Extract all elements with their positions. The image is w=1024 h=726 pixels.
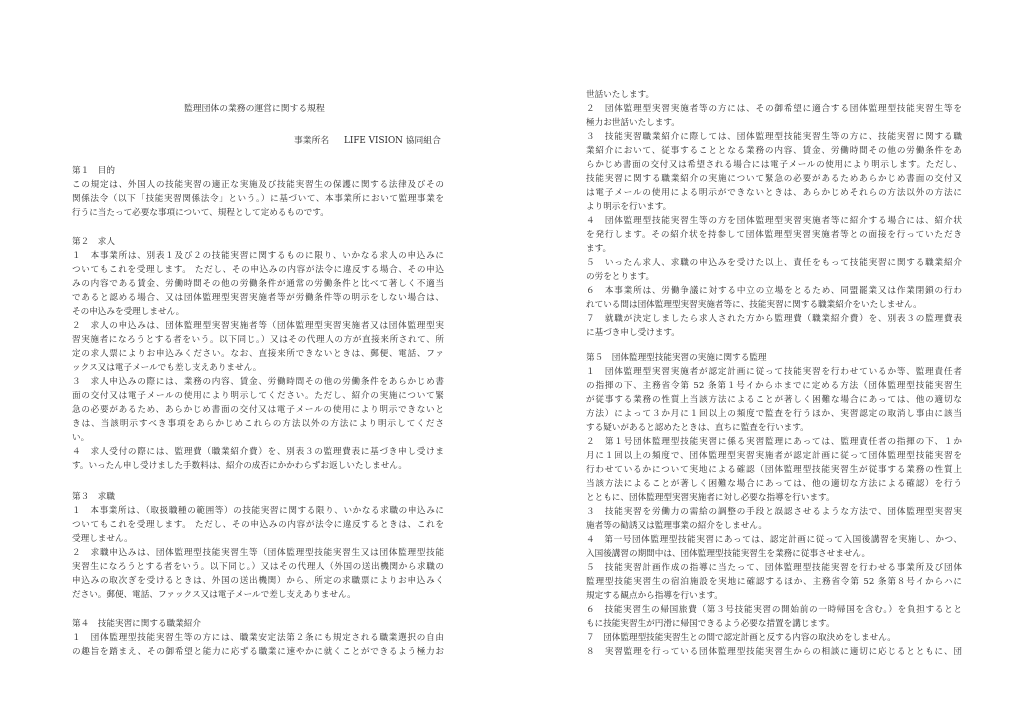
- text-line: 入国後講習の期間中は、団体監理型技能実習生を業務に従事させません。: [586, 549, 871, 559]
- text-line: とともに、団体監理型実習実施者に対し必要な指導を行います。: [586, 493, 835, 503]
- text-line: 実習生になろうとする者をいう。以下同じ。）又はその代理人（外国の送出機関から求職の: [72, 562, 444, 572]
- text-line: 行わせているかについて実地による確認（団体監理型技能実習生が従事する業務の性質上: [586, 465, 962, 475]
- text-line: ２ 求職申込みは、団体監理型技能実習生等（団体監理型技能実習生又は団体監理型技能: [72, 548, 444, 558]
- company-name: LIFE VISION 協同組合: [344, 136, 441, 146]
- text-line: に基づき申し受けます。: [586, 328, 680, 338]
- section-5-heading: 第５ 団体監理型技能実習の実施に関する監理: [586, 353, 767, 363]
- text-line: 行うに当たって必要な事項について、規程として定めるものです。: [72, 208, 329, 218]
- text-line: 規定する観点から指導を行います。: [586, 591, 723, 601]
- text-line: みの内容である賃金、労働時間その他の労働条件が通常の労働条件と比べて著しく不適当: [72, 279, 444, 289]
- text-line: 業紹介において、従事することとなる業務の内容、賃金、労働時間その他の労働条件をあ: [586, 146, 962, 156]
- text-line: ます。: [586, 244, 612, 254]
- text-line: らかじめ書面の交付又は希望される場合には電子メールの使用により明示します。ただし、: [586, 160, 962, 170]
- text-line: 受理しません。: [72, 534, 133, 544]
- text-line: ついてもこれを受理します。 ただし、その申込みの内容が法令に違反するときは、これを: [72, 520, 444, 530]
- text-line: もに技能実習生が円滑に帰国できるよう必要な措置を講じます。: [586, 619, 835, 629]
- text-line: 申込みの取次ぎを受けるときは、外国の送出機関）から、所定の求職票によりお申込みく: [72, 576, 444, 586]
- text-line: １ 本事業所は、（取扱職種の範囲等）の技能実習に関する限り、いかなる求職の申込みに: [72, 506, 444, 516]
- text-line: より明示を行います。: [586, 202, 672, 212]
- text-line: 方法）によって３か月に１回以上の頻度で監査を行うほか、実習認定の取消し事由に該当: [586, 409, 962, 419]
- text-line: 施者等の勧誘又は監理事業の紹介をしません。: [586, 521, 767, 531]
- text-line: ４ 団体監理型技能実習生等の方を団体監理型実習実施者等に紹介する場合には、紹介状: [586, 216, 962, 226]
- text-line: い。: [72, 433, 90, 443]
- section-2-heading: 第２ 求人: [72, 237, 115, 247]
- text-line: ３ 技能実習職業紹介に際しては、団体監理型技能実習生等の方に、技能実習に関する職: [586, 132, 962, 142]
- text-line: 習実施者になろうとする者をいう。以下同じ。）又はその代理人の方が直接来所されて、所: [72, 335, 444, 345]
- text-line: １ 団体監理型実習実施者が認定計画に従って技能実習を行わせているか等、監理責任者: [586, 367, 962, 377]
- text-line: 急の必要があるため、あらかじめ書面の交付又は電子メールの使用により明示できないと: [72, 405, 444, 415]
- text-line: を発行します。その紹介状を持参して団体監理型実習実施者等との面接を行っていただき: [586, 230, 962, 240]
- text-line: ８ 実習監理を行っている団体監理型技能実習生からの相談に適切に応じるとともに、団: [586, 647, 962, 657]
- company-label: 事業所名: [294, 136, 330, 146]
- text-line: であると認める場合、又は団体監理型実習実施者等が労働条件等の明示をしない場合は、: [72, 293, 444, 303]
- text-line: 世話いたします。: [586, 90, 655, 100]
- document-title: 監理団体の業務の運営に関する規程: [184, 104, 325, 114]
- section-3-heading: 第３ 求職: [72, 492, 115, 502]
- section-1-heading: 第１ 目的: [72, 166, 115, 176]
- text-line: ２ 第１号団体監理型技能実習に係る実習監理にあっては、監理責任者の指揮の下、１か: [586, 437, 962, 447]
- text-line: ７ 就職が決定しましたら求人された方から監理費（職業紹介費）を、別表３の監理費表: [586, 314, 962, 324]
- text-line: する疑いがあると認めたときは、直ちに監査を行います。: [586, 423, 809, 433]
- text-line: す。いったん申し受けました手数料は、紹介の成否にかかわらずお返しいたしません。: [72, 461, 407, 471]
- text-line: ６ 本事業所は、労働争議に対する中立の立場をとるため、同盟罷業又は作業閉鎖の行わ: [586, 286, 962, 296]
- text-line: の労をとります。: [586, 272, 655, 282]
- text-line: ２ 求人の申込みは、団体監理型実習実施者等（団体監理型実習実施者又は団体監理型実: [72, 321, 444, 331]
- text-line: 関係法令（以下「技能実習関係法令」という。）に基づいて、本事業所において監理事業を: [72, 194, 444, 204]
- text-line: 定の求人票によりお申込みください。なお、直接来所できないときは、郵便、電話、ファ: [72, 349, 444, 359]
- text-line: ３ 求人申込みの際には、業務の内容、賃金、労働時間その他の労働条件をあらかじめ書: [72, 377, 444, 387]
- text-line: ４ 第一号団体監理型技能実習にあっては、認定計画に従って入国後講習を実施し、かつ、: [586, 535, 962, 545]
- text-line: ックス又は電子メールでも差し支えありません。: [72, 363, 262, 373]
- text-line: が従事する業務の性質上当該方法によることが著しく困難な場合にあっては、他の適切な: [586, 395, 962, 405]
- text-line: 当該方法によることが著しく困難な場合にあっては、他の適切な方法による確認）を行う: [586, 479, 962, 489]
- text-line: ７ 団体監理型技能実習生との間で認定計画と反する内容の取決めをしません。: [586, 633, 896, 643]
- text-line: この規定は、外国人の技能実習の適正な実施及び技能実習生の保護に関する法律及びその: [72, 180, 444, 190]
- text-line: 面の交付又は電子メールの使用により明示してください。ただし、紹介の実施について緊: [72, 391, 444, 401]
- text-line: その申込みを受理しません。: [72, 307, 185, 317]
- text-line: は電子メールの使用による明示ができないときは、あらかじめそれらの方法以外の方法に: [586, 188, 962, 198]
- text-line: の指揮の下、主務省令第 52 条第１号イからホまでに定める方法（団体監理型技能実習生: [586, 381, 962, 391]
- text-line: 月に１回以上の頻度で、団体監理型実習実施者が認定計画に従って団体監理型技能実習を: [586, 451, 962, 461]
- text-line: れている間は団体監理型実習実施者等に、技能実習に関する職業紹介をいたしません。: [586, 300, 922, 310]
- section-4-heading: 第４ 技能実習に関する職業紹介: [72, 619, 201, 629]
- text-line: ２ 団体監理型実習実施者等の方には、その御希望に適合する団体監理型技能実習生等を: [586, 104, 962, 114]
- text-line: の趣旨を踏まえ、その御希望と能力に応ずる職業に速やかに就くことができるよう極力お: [72, 647, 444, 657]
- text-line: 監理型技能実習生の宿泊施設を実地に確認するほか、主務省令第 52 条第８号イからハに: [586, 577, 962, 587]
- text-line: ６ 技能実習生の帰国旅費（第３号技能実習の開始前の一時帰国を含む。）を負担するとと: [586, 605, 962, 615]
- text-line: １ 本事業所は、別表１及び２の技能実習に関するものに限り、いかなる求人の申込みに: [72, 251, 444, 261]
- text-line: きは、当該明示すべき事項をあらかじめこれらの方法以外の方法により明示してくださ: [72, 419, 444, 429]
- text-line: 技能実習に関する職業紹介の実施について緊急の必要があるためあらかじめ書面の交付又: [586, 174, 962, 184]
- text-line: ３ 技能実習を労働力の需給の調整の手段と誤認させるような方法で、団体監理型実習実: [586, 507, 962, 517]
- text-line: ５ いったん求人、求職の申込みを受けた以上、責任をもって技能実習に関する職業紹介: [586, 258, 962, 268]
- text-line: 極力お世話いたします。: [586, 118, 680, 128]
- text-line: ださい。郵便、電話、ファックス又は電子メールで差し支えありません。: [72, 590, 356, 600]
- text-line: ４ 求人受付の際には、監理費（職業紹介費）を、別表３の監理費表に基づき申し受けま: [72, 447, 444, 457]
- text-line: ５ 技能実習計画作成の指導に当たって、団体監理型技能実習を行わせる事業所及び団体: [586, 563, 962, 573]
- text-line: ついてもこれを受理します。 ただし、その申込みの内容が法令に違反する場合、その申込: [72, 265, 444, 275]
- text-line: １ 団体監理型技能実習生等の方には、職業安定法第２条にも規定される職業選択の自由: [72, 633, 444, 643]
